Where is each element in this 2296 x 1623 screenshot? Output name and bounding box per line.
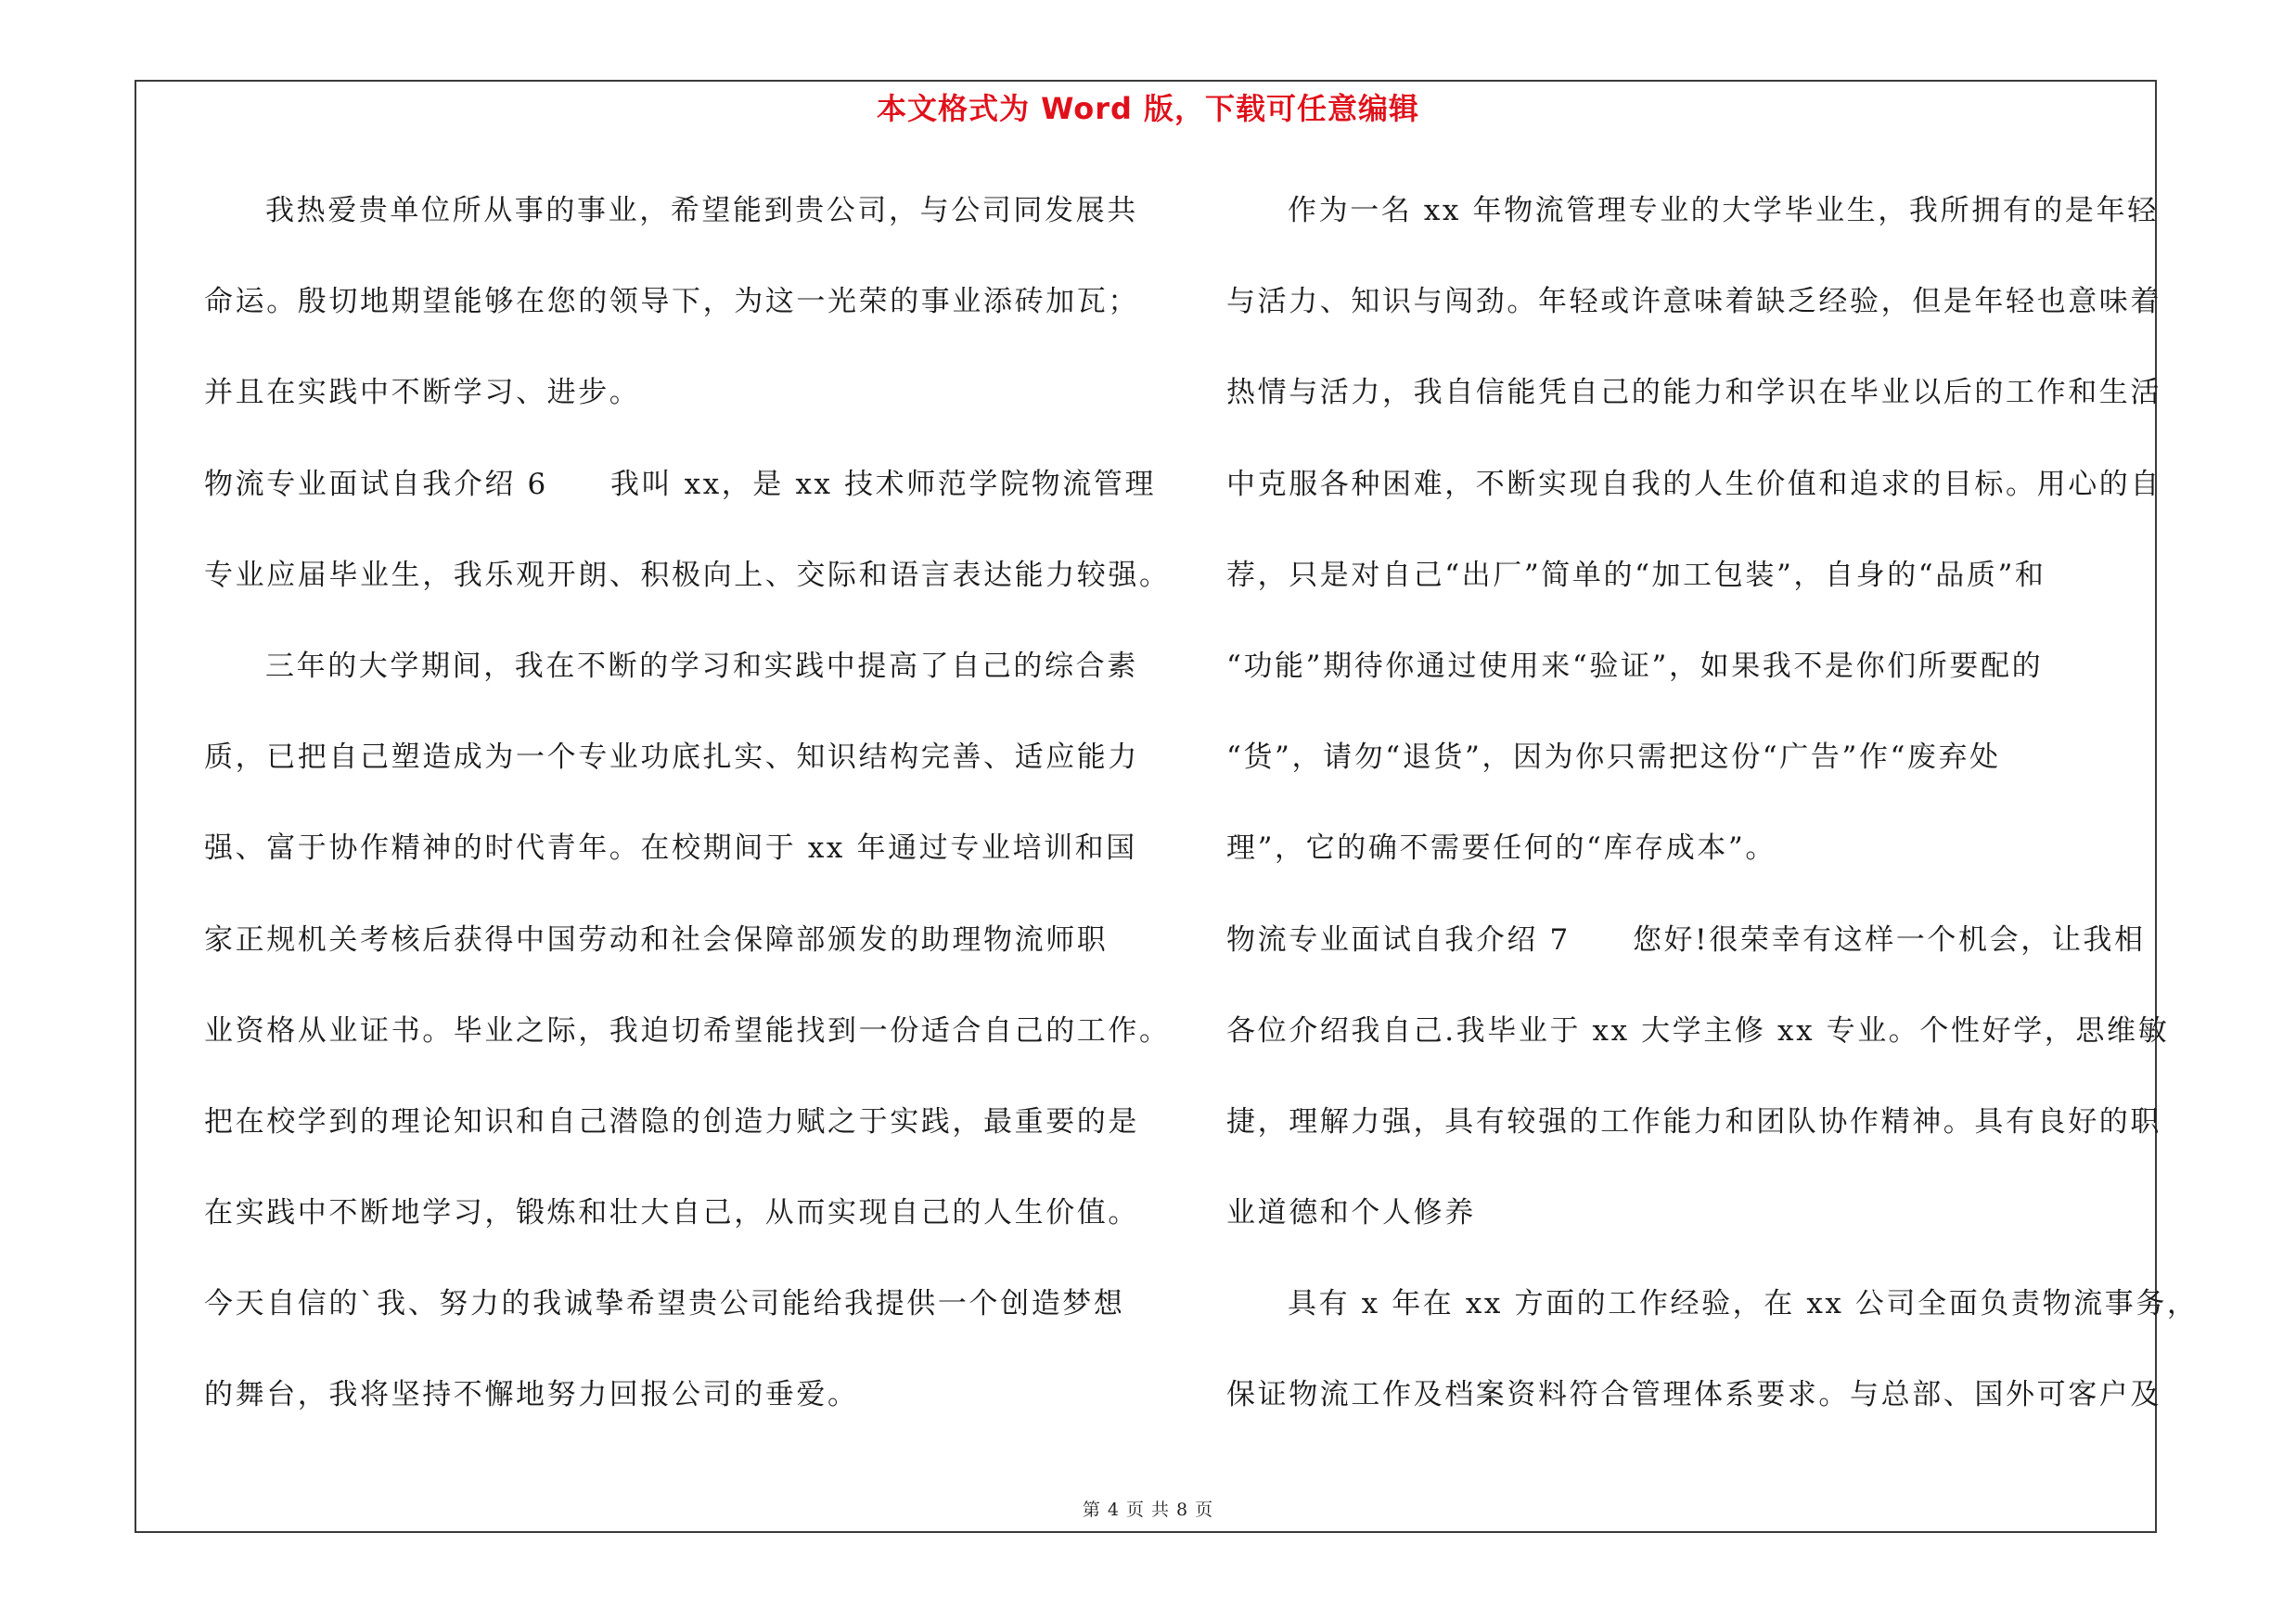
text-line: 今天自信的`我、努力的我诚挚希望贵公司能给我提供一个创造梦想 (204, 1287, 1125, 1321)
text-line: 家正规机关考核后获得中国劳动和社会保障部颁发的助理物流师职 (204, 922, 1109, 957)
left-column (204, 182, 1171, 1458)
text-line: 命运。殷切地期望能够在您的领导下，为这一光荣的事业添砖加瓦； (204, 285, 1139, 319)
text-line: 各位介绍我自己.我毕业于 xx 大学主修 xx 专业。个性好学，思维敏 (1226, 1013, 2170, 1048)
text-line: 质，已把自己塑造成为一个专业功底扎实、知识结构完善、适应能力 (204, 741, 1139, 775)
text-line: 与活力、知识与闯劲。年轻或许意味着缺乏经验，但是年轻也意味着 (1226, 285, 2161, 319)
text-line: 三年的大学期间，我在不断的学习和实践中提高了自己的综合素 (265, 649, 1138, 683)
text-line: 荐，只是对自己“出厂”简单的“加工包装”，自身的“品质”和 (1226, 558, 2046, 592)
text-line: 专业应届毕业生，我乐观开朗、积极向上、交际和语言表达能力较强。 (204, 558, 1171, 592)
text-line: 业道德和个人修养 (1226, 1196, 1476, 1230)
text-line: 把在校学到的理论知识和自己潜隐的创造力赋之于实践，最重要的是 (204, 1104, 1139, 1139)
text-line: 捷，理解力强，具有较强的工作能力和团队协作精神。具有良好的职 (1226, 1104, 2161, 1139)
text-line: “功能”期待你通过使用来“验证”，如果我不是你们所要配的 (1226, 649, 2044, 683)
text-line: 作为一名 xx 年物流管理专业的大学毕业生，我所拥有的是年轻 (1288, 194, 2159, 227)
format-banner: 本文格式为 Word 版，下载可任意编辑 (876, 91, 1420, 126)
text-line: 物流专业面试自我介绍 6 我叫 xx，是 xx 技术师范学院物流管理 (204, 467, 1157, 501)
text-line: 热情与活力，我自信能凭自己的能力和学识在毕业以后的工作和生活 (1226, 376, 2161, 410)
text-line: 理”，它的确不需要任何的“库存成本”。 (1226, 831, 1777, 866)
text-line: 在实践中不断地学习，锻炼和壮大自己，从而实现自己的人生价值。 (204, 1196, 1139, 1230)
right-column (1226, 182, 2199, 1458)
text-line: 物流专业面试自我介绍 7 您好!很荣幸有这样一个机会，让我相 (1226, 922, 2146, 957)
text-line: 并且在实践中不断学习、进步。 (204, 376, 641, 410)
text-line: 我热爱贵单位所从事的事业，希望能到贵公司，与公司同发展共 (265, 194, 1138, 227)
text-line: 中克服各种困难，不断实现自我的人生价值和追求的目标。用心的自 (1226, 467, 2161, 501)
text-line: “货”，请勿“退货”，因为你只需把这份“广告”作“废弃处 (1226, 741, 2001, 775)
page-number-footer: 第 4 页 共 8 页 (1082, 1500, 1214, 1520)
text-line: 的舞台，我将坚持不懈地努力回报公司的垂爱。 (204, 1378, 859, 1412)
text-line: 具有 x 年在 xx 方面的工作经验，在 xx 公司全面负责物流事务， (1288, 1287, 2199, 1321)
text-line: 保证物流工作及档案资料符合管理体系要求。与总部、国外可客户及 (1226, 1378, 2161, 1412)
text-line: 业资格从业证书。毕业之际，我迫切希望能找到一份适合自己的工作。 (204, 1013, 1171, 1048)
text-line: 强、富于协作精神的时代青年。在校期间于 xx 年通过专业培训和国 (204, 831, 1137, 866)
